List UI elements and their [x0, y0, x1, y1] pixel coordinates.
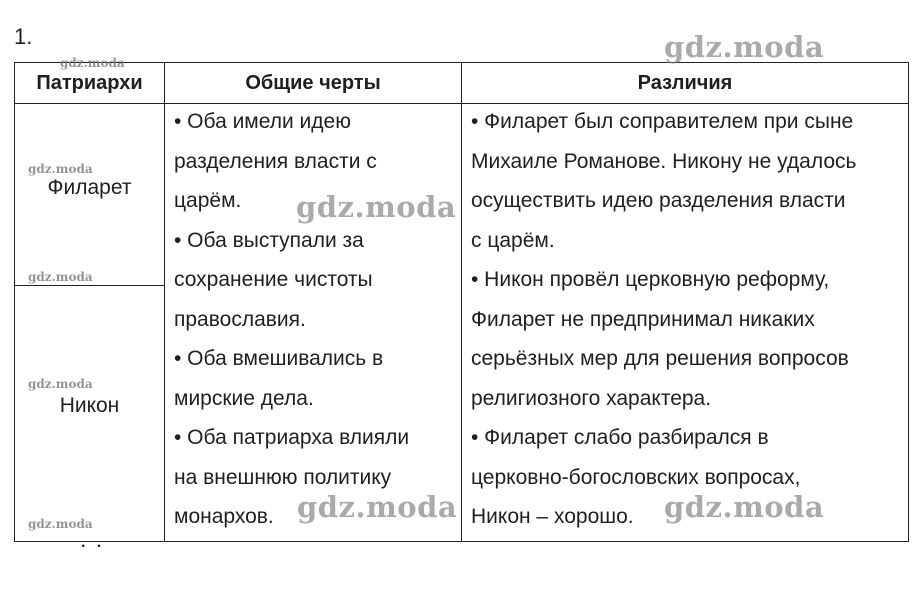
- column-divider: [461, 63, 462, 541]
- comparison-table: [14, 62, 909, 542]
- watermark: gdz.moda: [28, 270, 93, 284]
- column-divider: [164, 63, 165, 541]
- common-line: царём.: [174, 189, 242, 212]
- difference-line: осуществить идею разделения власти: [471, 189, 846, 212]
- difference-line: Филарет не предпринимал никаких: [471, 307, 815, 331]
- difference-line: с царём.: [471, 228, 555, 252]
- common-line: православия.: [174, 307, 306, 331]
- common-line: • Оба вмешивались в: [174, 347, 384, 370]
- watermark: gdz.moda: [28, 162, 93, 176]
- common-line: • Оба имели идею: [174, 110, 351, 133]
- difference-line: религиозного характера.: [471, 386, 712, 410]
- common-line: мирские дела.: [174, 386, 314, 410]
- difference-line: серьёзных мер для решения вопросов: [471, 347, 849, 370]
- common-line: • Оба выступали за: [174, 228, 364, 252]
- watermark: gdz.moda: [664, 490, 825, 524]
- header-differences: Различия: [637, 71, 733, 94]
- watermark: gdz.moda: [28, 517, 93, 531]
- header-common-features: Общие черты: [245, 71, 381, 94]
- difference-line: • Филарет был соправителем при сыне: [471, 110, 854, 133]
- difference-line: • Никон провёл церковную реформу,: [471, 268, 830, 291]
- header-patriarchs: Патриархи: [36, 71, 143, 94]
- watermark: gdz.moda: [297, 490, 458, 524]
- task-number: 1.: [14, 24, 33, 49]
- watermark: gdz.moda: [296, 190, 457, 224]
- common-line: разделения власти с: [174, 149, 377, 173]
- common-line: монархов.: [174, 505, 274, 528]
- patriarch-nikon: Никон: [59, 394, 120, 417]
- difference-line: церковно-богословских вопросах,: [471, 465, 801, 489]
- common-line: • Оба патриарха влияли: [174, 426, 410, 449]
- common-line: на внешнюю политику: [174, 465, 392, 489]
- difference-line: • Филарет слабо разбирался в: [471, 426, 769, 449]
- difference-line: Никон – хорошо.: [471, 505, 634, 528]
- watermark: gdz.moda: [28, 377, 93, 391]
- patriarch-filaret: Филарет: [47, 176, 132, 199]
- watermark: gdz.moda: [60, 56, 125, 70]
- row-divider: [15, 285, 164, 286]
- difference-line: Михаиле Романове. Никону не удалось: [471, 149, 857, 173]
- common-features-cell: [174, 102, 409, 537]
- watermark: gdz.moda: [664, 30, 825, 64]
- common-line: сохранение чистоты: [174, 268, 373, 291]
- trailing-marks: · ·: [81, 538, 106, 555]
- differences-cell: [471, 102, 856, 537]
